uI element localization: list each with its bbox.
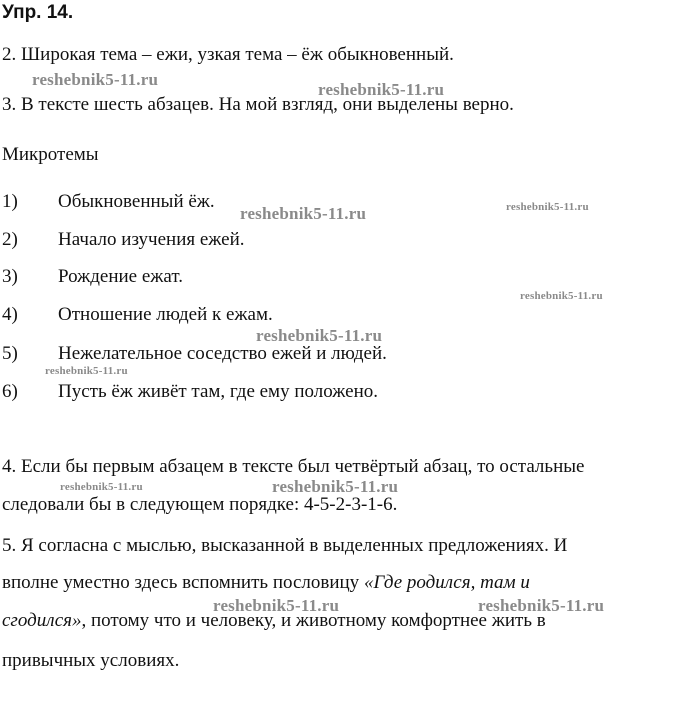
task-5-line-2-text: вполне уместно здесь вспомнить пословицу bbox=[2, 572, 364, 593]
list-item-number: 2) bbox=[2, 229, 18, 250]
watermark: reshebnik5-11.ru bbox=[45, 365, 128, 377]
watermark: reshebnik5-11.ru bbox=[478, 596, 605, 615]
list-item-text: Пусть ёж живёт там, где ему положено. bbox=[58, 381, 378, 402]
watermark: reshebnik5-11.ru bbox=[506, 201, 589, 213]
task-2-text: 2. Широкая тема – ежи, узкая тема – ёж обыкновенный. bbox=[2, 44, 454, 65]
list-item-number: 4) bbox=[2, 304, 18, 325]
task-5-line-4: привычных условиях. bbox=[2, 650, 180, 671]
watermark: reshebnik5-11.ru bbox=[272, 477, 399, 496]
list-item-number: 6) bbox=[2, 381, 18, 402]
task-4-line-2: следовали бы в следующем порядке: 4-5-2-3-1-6. bbox=[2, 494, 398, 515]
list-item-number: 1) bbox=[2, 191, 18, 212]
list-item-text: Рождение ежат. bbox=[58, 266, 183, 287]
list-item-text: Нежелательное соседство ежей и людей. bbox=[58, 343, 387, 364]
list-item-number: 5) bbox=[2, 343, 18, 364]
watermark: reshebnik5-11.ru bbox=[213, 596, 340, 615]
watermark: reshebnik5-11.ru bbox=[318, 80, 445, 99]
watermark: reshebnik5-11.ru bbox=[60, 481, 143, 493]
microtopics-heading: Микротемы bbox=[2, 144, 99, 165]
proverb-quote-start: «Где родился, там и bbox=[363, 572, 530, 593]
watermark: reshebnik5-11.ru bbox=[256, 326, 383, 345]
watermark: reshebnik5-11.ru bbox=[240, 204, 367, 223]
list-item-number: 3) bbox=[2, 266, 18, 287]
list-item-text: Отношение людей к ежам. bbox=[58, 304, 273, 325]
task-5-line-2 bbox=[2, 572, 530, 594]
proverb-quote-end: сгодился» bbox=[2, 610, 82, 631]
watermark: reshebnik5-11.ru bbox=[32, 70, 159, 89]
task-4-line-1: 4. Если бы первым абзацем в тексте был четвёртый абзац, то остальные bbox=[2, 456, 585, 477]
list-item-text: Обыкновенный ёж. bbox=[58, 191, 215, 212]
list-item-text: Начало изучения ежей. bbox=[58, 229, 245, 250]
task-5-line-1: 5. Я согласна с мыслью, высказанной в выделенных предложениях. И bbox=[2, 535, 568, 556]
task-3-text: 3. В тексте шесть абзацев. На мой взгляд, они выделены верно. bbox=[2, 94, 514, 115]
task-5-line-3-text: , потому что и человеку, и животному комфортнее жить в bbox=[81, 610, 546, 631]
watermark: reshebnik5-11.ru bbox=[520, 290, 603, 302]
exercise-title: Упр. 14. bbox=[2, 2, 74, 23]
